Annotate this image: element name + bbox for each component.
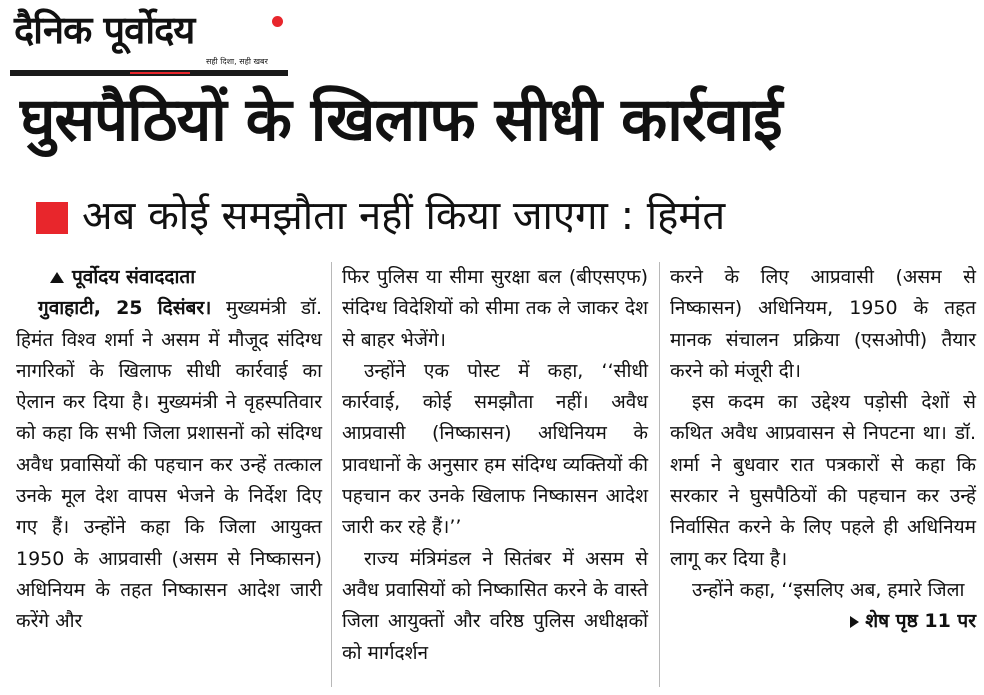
lead-text: मुख्यमंत्री डॉ. हिमंत विश्व शर्मा ने असम में मौजूद संदिग्ध नागरिकों के खिलाफ सीधी कार्रवाई का ऐलान कर दिया है। मुख्यमंत्री ने वृहस्पतिवार को कहा कि सभी जिला प्रशासनों को संदिग्ध अवैध प्रवासियों की पहचान कर उन्हें तत्काल उनके मूल देश वापस भेजने के निर्देश दिए गए हैं। उन्होंने कहा कि जिला आयुक्त 1950 के आप्रवासी (असम से निष्कासन) अधिनियम के तहत निष्कासन आदेश जारी करेंगे और <box>16 297 322 633</box>
continued-text: शेष पृष्ठ 11 पर <box>865 610 976 633</box>
column-divider <box>659 262 660 687</box>
last-text: उन्होंने कहा, ‘‘इसलिए अब, हमारे जिला <box>692 578 965 601</box>
masthead-title: दैनिक पूर्वोदय <box>14 8 195 52</box>
paragraph-last <box>670 575 976 633</box>
masthead-tagline: सही दिशा, सही खबर <box>206 57 268 66</box>
paragraph: राज्य मंत्रिमंडल ने सितंबर में असम से अवैध प्रवासियों को निष्कासित करने के वास्ते जिला आयुक्तों और वरिष्ठ पुलिस अधीक्षकों को मार्गदर्शन <box>342 547 648 664</box>
byline-text: पूर्वोदय संवाददाता <box>72 266 196 288</box>
byline <box>16 262 322 293</box>
subheadline: अब कोई समझौता नहीं किया जाएगा : हिमंत <box>82 193 726 239</box>
masthead <box>10 6 288 76</box>
paragraph: फिर पुलिस या सीमा सुरक्षा बल (बीएसएफ) संदिग्ध विदेशियों को सीमा तक ले जाकर देश से बाहर भेजेंगे। <box>342 266 648 351</box>
masthead-rule-accent <box>130 72 190 74</box>
paragraph: इस कदम का उद्देश्य पड़ोसी देशों से कथित अवैध आप्रवासन से निपटना था। डॉ. शर्मा ने बुधवार रात पत्रकारों से कहा कि सरकार ने घुसपैठियों की पहचान कर उन्हें निर्वासित करने के लिए पहले ही अधिनियम लागू कर दिया है। <box>670 391 976 570</box>
triangle-up-icon <box>50 272 64 283</box>
article-lead-paragraph <box>16 293 322 637</box>
continued-jump[interactable] <box>828 606 976 637</box>
article-column-2 <box>342 262 648 669</box>
article-column-1 <box>16 262 322 638</box>
dateline: गुवाहाटी, 25 दिसंबर। <box>38 297 212 320</box>
arrow-right-icon <box>850 616 859 628</box>
paragraph: करने के लिए आप्रवासी (असम से निष्कासन) अधिनियम, 1950 के तहत मानक संचालन प्रक्रिया (एसओपी) तैयार करने को मंजूरी दी। <box>670 266 976 382</box>
column-divider <box>331 262 332 687</box>
article-column-3 <box>670 262 976 638</box>
subheadline-bullet <box>36 202 68 234</box>
headline: घुसपैठियों के खिलाफ सीधी कार्रवाई <box>20 85 782 155</box>
paragraph: उन्होंने एक पोस्ट में कहा, ‘‘सीधी कार्रवाई, कोई समझौता नहीं। अवैध आप्रवासी (निष्कासन) अधिनियम के प्रावधानों के अनुसार हम संदिग्ध व्यक्तियों की पहचान कर उनके खिलाफ निष्कासन आदेश जारी कर रहे हैं।’’ <box>342 359 648 539</box>
masthead-red-dot <box>272 16 283 27</box>
